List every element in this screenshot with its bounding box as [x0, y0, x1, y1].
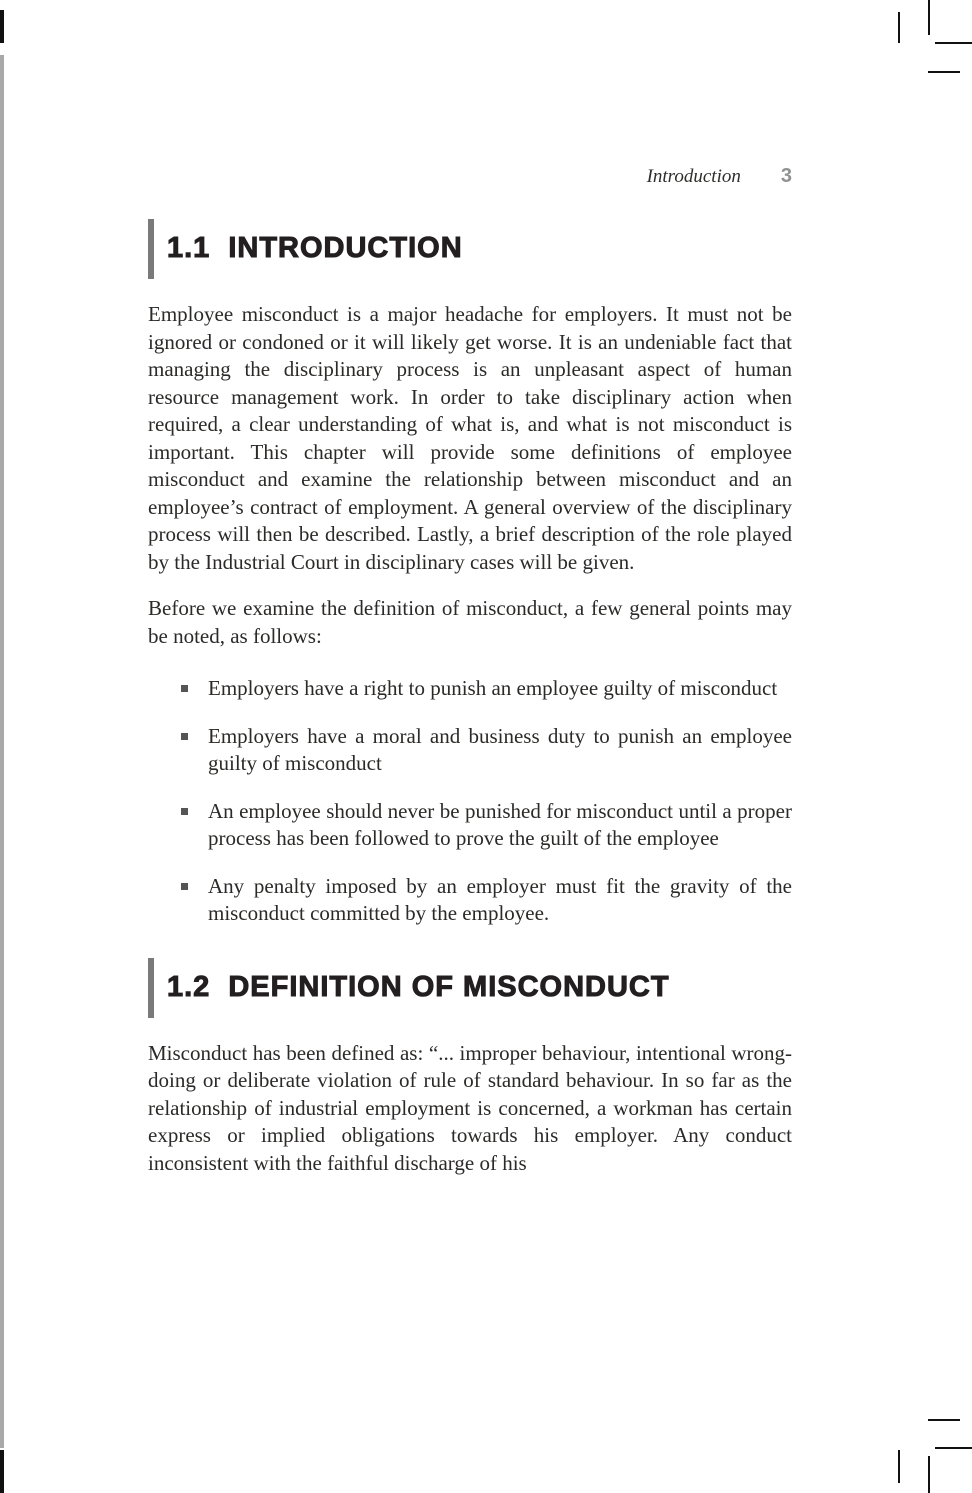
- crop-mark-top-right-horizontal-outer-icon: [935, 42, 972, 44]
- section-number: 1.2: [167, 970, 211, 1003]
- section-heading-1-2: [148, 958, 792, 1018]
- list-item-text: Employers have a right to punish an employee guilty of misconduct: [208, 676, 778, 700]
- square-bullet-icon: [181, 883, 188, 890]
- square-bullet-icon: [181, 685, 188, 692]
- crop-mark-top-right-horizontal-inner-icon: [928, 71, 960, 73]
- crop-mark-bottom-right-vertical-inner-icon: [898, 1450, 900, 1483]
- list-item: [148, 873, 792, 928]
- section-title: INTRODUCTION: [228, 232, 463, 264]
- list-item: [148, 798, 792, 853]
- left-edge-gray-strip-icon: [0, 55, 4, 1448]
- section-heading-1-1: [148, 219, 792, 279]
- square-bullet-icon: [181, 808, 188, 815]
- section-title: DEFINITION OF MISCONDUCT: [228, 970, 670, 1003]
- page-number: 3: [780, 165, 792, 187]
- left-edge-black-cap-top-icon: [0, 10, 4, 43]
- crop-mark-top-right-vertical-inner-icon: [898, 12, 900, 43]
- paragraph-intro-1: Employee misconduct is a major headache for employers. It must not be ignored or condoned or it will likely get worse. It is an undeniable fact that managing the disciplinary process is an unpleasant aspect of human resource management work. In order to take disciplinary action when required, a clear understanding of what is, and what is not misconduct is important. This chapter will provide some definitions of employee misconduct and examine the relationship between misconduct and an employee’s contract of employment. A general overview of the disciplinary process will then be described. Lastly, a brief description of the role played by the Industrial Court in disciplinary cases will be given.: [148, 302, 792, 574]
- list-item-text: An employee should never be punished for misconduct until a proper process has been followed to prove the guilt of the employee: [208, 798, 792, 850]
- left-edge-black-cap-bottom-icon: [0, 1450, 4, 1493]
- crop-mark-top-right-vertical-outer-icon: [928, 0, 930, 35]
- square-bullet-icon: [181, 733, 188, 740]
- running-header-title: Introduction: [646, 166, 741, 187]
- section-number: 1.1: [167, 232, 211, 264]
- list-item: [148, 675, 792, 703]
- crop-mark-bottom-right-horizontal-outer-icon: [935, 1447, 972, 1449]
- paragraph-definition-1: Misconduct has been defined as: “... improper behaviour, intentional wrong-doing or deliberate violation of rule of standard behaviour. In so far as the relationship of industrial employment is concerned, a workman has certain express or implied obligations towards his employer. Any conduct inconsistent with the faithful discharge of his: [148, 1040, 792, 1175]
- text-column: [148, 165, 792, 1177]
- paragraph-intro-2: Before we examine the definition of misconduct, a few general points may be noted, as follows:: [148, 596, 792, 648]
- list-item-text: Employers have a moral and business duty to punish an employee guilty of misconduct: [208, 723, 792, 775]
- running-header: [148, 165, 792, 189]
- crop-mark-bottom-right-horizontal-inner-icon: [928, 1419, 960, 1421]
- crop-mark-bottom-right-vertical-outer-icon: [928, 1456, 930, 1493]
- general-points-list: [148, 675, 792, 928]
- list-item-text: Any penalty imposed by an employer must fit the gravity of the misconduct committed by the employee.: [208, 873, 792, 925]
- list-item: [148, 723, 792, 778]
